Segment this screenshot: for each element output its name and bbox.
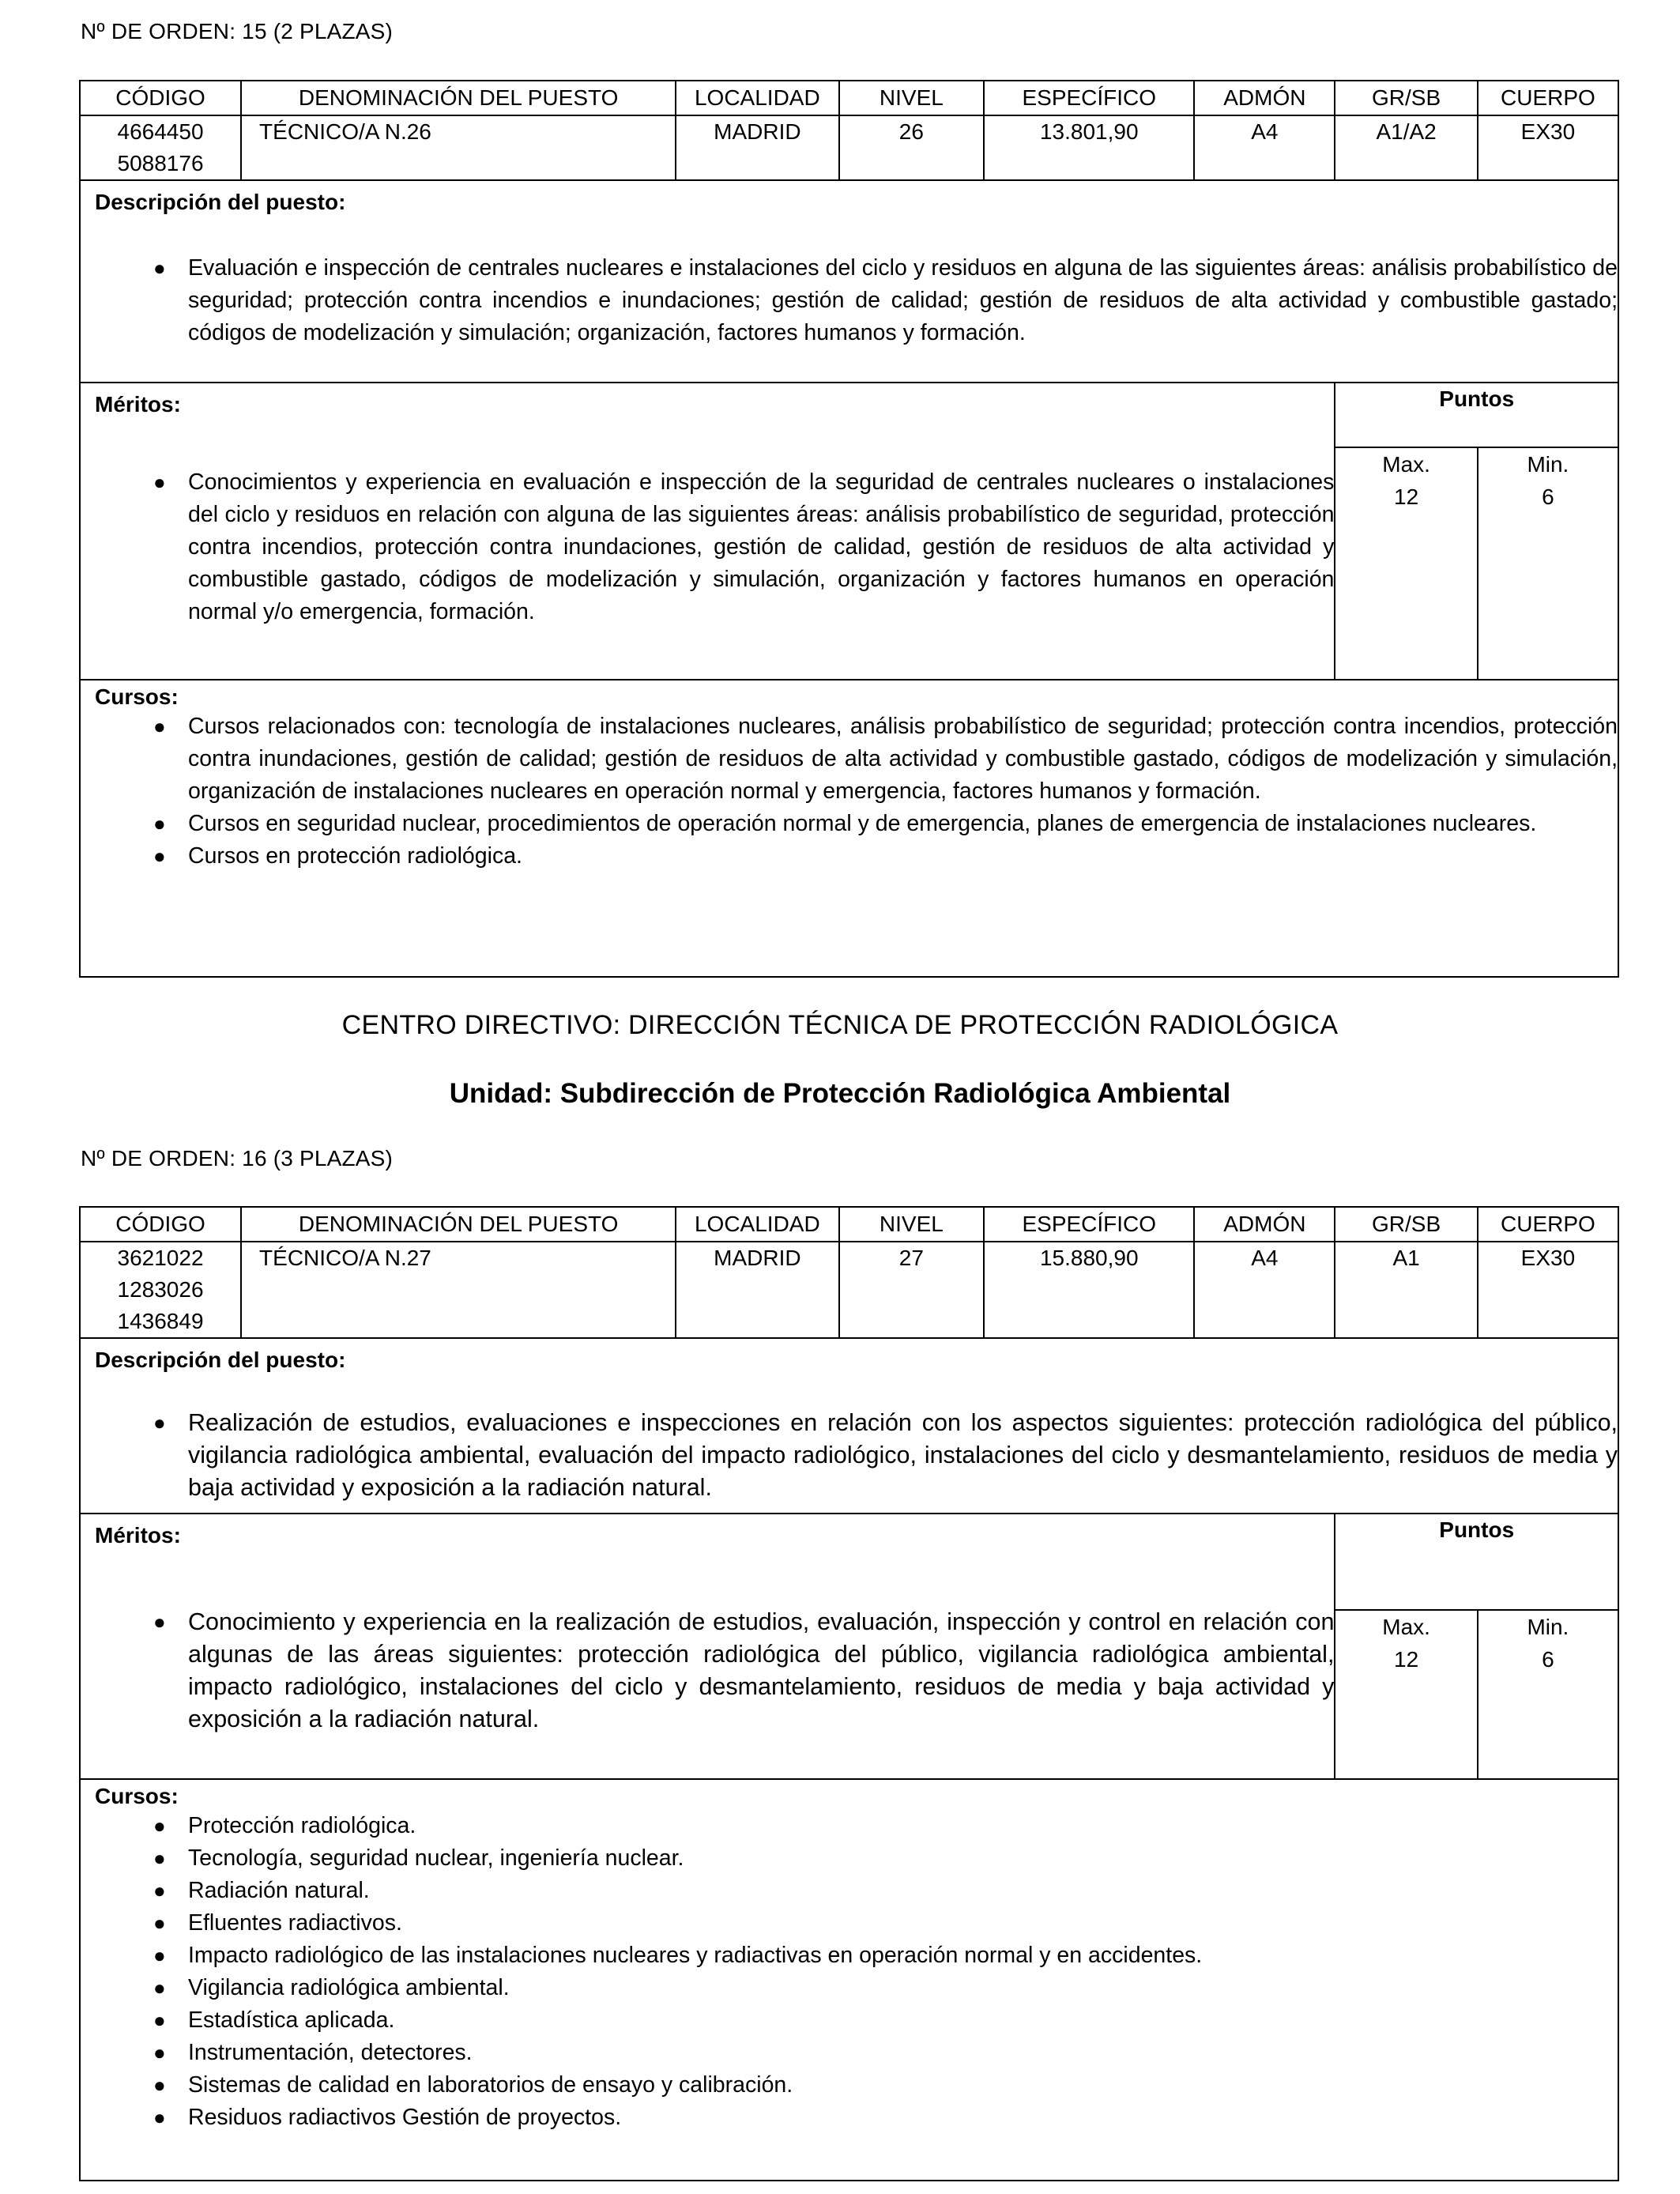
list-item: ● Radiación natural. bbox=[81, 1875, 1618, 1907]
bullet-icon: ● bbox=[153, 1814, 166, 1838]
list-item: ● Vigilancia radiológica ambiental. bbox=[81, 1972, 1618, 2004]
orden-16-title: Nº DE ORDEN: 16 (3 PLAZAS) bbox=[81, 1146, 394, 1171]
bullet-icon: ● bbox=[153, 1943, 166, 1967]
denominacion-value: TÉCNICO/A N.27 bbox=[241, 1242, 676, 1338]
max-label: Max. bbox=[1382, 452, 1430, 477]
list-item: ● Cursos en seguridad nuclear, procedimientos de operación normal y de emergencia, planes de emergencia de instalaciones nucleares. bbox=[81, 808, 1618, 840]
admon-value: A4 bbox=[1194, 1242, 1335, 1338]
cursos-list bbox=[81, 711, 1618, 873]
bullet-icon: ● bbox=[153, 1846, 166, 1870]
bullet-icon: ● bbox=[153, 714, 166, 738]
codigo-cell bbox=[80, 1242, 241, 1338]
meritos-label: Méritos: bbox=[95, 1523, 181, 1547]
descripcion-label: Descripción del puesto: bbox=[95, 1348, 346, 1372]
max-value: 12 bbox=[1394, 1647, 1419, 1672]
denominacion-value: TÉCNICO/A N.26 bbox=[241, 115, 676, 180]
col-especifico-header: ESPECÍFICO bbox=[984, 81, 1194, 115]
cursos-label: Cursos: bbox=[95, 684, 179, 709]
admon-value: A4 bbox=[1194, 115, 1335, 180]
list-item: ● Cursos en protección radiológica. bbox=[81, 840, 1618, 873]
descripcion-row bbox=[80, 180, 1618, 383]
list-item: ● Efluentes radiactivos. bbox=[81, 1907, 1618, 1940]
descripcion-list bbox=[81, 1407, 1618, 1504]
bullet-icon: ● bbox=[153, 1879, 166, 1902]
col-nivel-header: NIVEL bbox=[839, 81, 985, 115]
meritos-list bbox=[81, 1606, 1334, 1736]
list-item: ● Estadística aplicada. bbox=[81, 2004, 1618, 2037]
nivel-value: 26 bbox=[839, 115, 985, 180]
list-item: ● Instrumentación, detectores. bbox=[81, 2037, 1618, 2069]
localidad-value: MADRID bbox=[676, 1242, 838, 1338]
col-especifico-header: ESPECÍFICO bbox=[984, 1207, 1194, 1242]
codigo-value: 3621022 bbox=[117, 1246, 204, 1270]
meritos-header-row bbox=[80, 1514, 1618, 1610]
list-item: ● Impacto radiológico de las instalaciones nucleares y radiactivas en operación normal y en accidentes. bbox=[81, 1940, 1618, 1972]
bullet-icon: ● bbox=[153, 2008, 166, 2032]
codigo-value: 4664450 bbox=[117, 119, 204, 144]
unidad-heading: Unidad: Subdirección de Protección Radiológica Ambiental bbox=[449, 1078, 1231, 1109]
descripcion-list bbox=[81, 252, 1618, 349]
col-admon-header: ADMÓN bbox=[1194, 1207, 1335, 1242]
especifico-value: 13.801,90 bbox=[984, 115, 1194, 180]
especifico-value: 15.880,90 bbox=[984, 1242, 1194, 1338]
bullet-icon: ● bbox=[153, 1411, 166, 1434]
min-label: Min. bbox=[1527, 1615, 1569, 1639]
max-value: 12 bbox=[1394, 484, 1419, 509]
list-item: ● Tecnología, seguridad nuclear, ingeniería nuclear. bbox=[81, 1842, 1618, 1875]
col-localidad-header: LOCALIDAD bbox=[676, 81, 838, 115]
col-codigo-header: CÓDIGO bbox=[80, 81, 241, 115]
list-item: ● Residuos radiactivos Gestión de proyectos. bbox=[81, 2102, 1618, 2134]
nivel-value: 27 bbox=[839, 1242, 985, 1338]
bullet-icon: ● bbox=[153, 1976, 166, 2000]
meritos-list bbox=[81, 466, 1334, 628]
max-cell bbox=[1335, 447, 1477, 680]
codigo-value: 5088176 bbox=[117, 151, 204, 175]
min-value: 6 bbox=[1542, 484, 1554, 509]
bullet-icon: ● bbox=[153, 812, 166, 835]
values-row bbox=[80, 1242, 1618, 1338]
bullet-icon: ● bbox=[153, 2041, 166, 2064]
col-cuerpo-header: CUERPO bbox=[1478, 81, 1618, 115]
puesto-16-table bbox=[79, 1206, 1619, 2181]
centro-directivo-heading: CENTRO DIRECTIVO: DIRECCIÓN TÉCNICA DE PROTECCIÓN RADIOLÓGICA bbox=[341, 1010, 1339, 1040]
localidad-value: MADRID bbox=[676, 115, 838, 180]
bullet-icon: ● bbox=[153, 844, 166, 868]
min-cell bbox=[1478, 1610, 1618, 1779]
cursos-row bbox=[80, 680, 1618, 977]
cursos-row bbox=[80, 1779, 1618, 2181]
max-label: Max. bbox=[1382, 1615, 1430, 1639]
descripcion-label: Descripción del puesto: bbox=[95, 190, 346, 214]
col-grsb-header: GR/SB bbox=[1335, 1207, 1477, 1242]
cursos-label: Cursos: bbox=[95, 1784, 179, 1808]
bullet-icon: ● bbox=[153, 256, 166, 280]
puntos-label: Puntos bbox=[1335, 383, 1618, 447]
meritos-label: Méritos: bbox=[95, 392, 181, 417]
bullet-icon: ● bbox=[153, 470, 166, 494]
cuerpo-value: EX30 bbox=[1478, 115, 1618, 180]
codigo-cell bbox=[80, 115, 241, 180]
bullet-icon: ● bbox=[153, 2105, 166, 2129]
bullet-icon: ● bbox=[153, 1911, 166, 1935]
grsb-value: A1 bbox=[1335, 1242, 1477, 1338]
puntos-label: Puntos bbox=[1335, 1514, 1618, 1610]
col-cuerpo-header: CUERPO bbox=[1478, 1207, 1618, 1242]
list-item: ● Cursos relacionados con: tecnología de instalaciones nucleares, análisis probabilístico de seguridad; protección contra incendios, protección contra inundaciones, gestión de calidad; gestión de residuos de alta actividad y combustible gastado, códigos de modelización y simulación, organización de instalaciones nucleares en operación normal y emergencia, factores humanos y formación. bbox=[81, 711, 1618, 808]
bullet-icon: ● bbox=[153, 1610, 166, 1634]
list-item: ● Conocimientos y experiencia en evaluación e inspección de la seguridad de centrales nucleares o instalaciones del ciclo y residuos en relación con alguna de las siguientes áreas: análisis probabilístico de seguridad, protección contra incendios, protección contra inundaciones, gestión de calidad, gestión de residuos de alta actividad y combustible gastado, códigos de modelización y simulación, organización y factores humanos en operación normal y/o emergencia, formación. bbox=[81, 466, 1334, 628]
min-cell bbox=[1478, 447, 1618, 680]
bullet-icon: ● bbox=[153, 2073, 166, 2097]
grsb-value: A1/A2 bbox=[1335, 115, 1477, 180]
meritos-header-row bbox=[80, 383, 1618, 447]
orden-15-title: Nº DE ORDEN: 15 (2 PLAZAS) bbox=[81, 19, 394, 43]
col-admon-header: ADMÓN bbox=[1194, 81, 1335, 115]
col-grsb-header: GR/SB bbox=[1335, 81, 1477, 115]
list-item: ● Sistemas de calidad en laboratorios de ensayo y calibración. bbox=[81, 2069, 1618, 2102]
cuerpo-value: EX30 bbox=[1478, 1242, 1618, 1338]
min-value: 6 bbox=[1542, 1647, 1554, 1672]
col-nivel-header: NIVEL bbox=[839, 1207, 985, 1242]
header-row bbox=[80, 81, 1618, 115]
values-row bbox=[80, 115, 1618, 180]
list-item: ● Conocimiento y experiencia en la realización de estudios, evaluación, inspección y control en relación con algunas de las áreas siguientes: protección radiológica del público, vigilancia radiológica ambiental, impacto radiológico, instalaciones del ciclo y desmantelamiento, residuos de media y baja actividad y exposición a la radiación natural. bbox=[81, 1606, 1334, 1736]
list-item: ● Protección radiológica. bbox=[81, 1810, 1618, 1842]
col-denominacion-header: DENOMINACIÓN DEL PUESTO bbox=[241, 1207, 676, 1242]
max-cell bbox=[1335, 1610, 1477, 1779]
list-item: ● Evaluación e inspección de centrales nucleares e instalaciones del ciclo y residuos en alguna de las siguientes áreas: análisis probabilístico de seguridad; protección contra incendios e inundaciones; gestión de calidad; gestión de residuos de alta actividad y combustible gastado; códigos de modelización y simulación; organización, factores humanos y formación. bbox=[81, 252, 1618, 349]
min-label: Min. bbox=[1527, 452, 1569, 477]
codigo-value: 1436849 bbox=[117, 1309, 204, 1333]
col-codigo-header: CÓDIGO bbox=[80, 1207, 241, 1242]
list-item: ● Realización de estudios, evaluaciones e inspecciones en relación con los aspectos siguientes: protección radiológica del público, vigilancia radiológica ambiental, evaluación del impacto radiológico, instalaciones del ciclo y desmantelamiento, residuos de media y baja actividad y exposición a la radiación natural. bbox=[81, 1407, 1618, 1504]
cursos-list bbox=[81, 1810, 1618, 2134]
col-denominacion-header: DENOMINACIÓN DEL PUESTO bbox=[241, 81, 676, 115]
puesto-15-table bbox=[79, 80, 1619, 978]
col-localidad-header: LOCALIDAD bbox=[676, 1207, 838, 1242]
codigo-value: 1283026 bbox=[117, 1277, 204, 1302]
header-row bbox=[80, 1207, 1618, 1242]
descripcion-row bbox=[80, 1338, 1618, 1514]
